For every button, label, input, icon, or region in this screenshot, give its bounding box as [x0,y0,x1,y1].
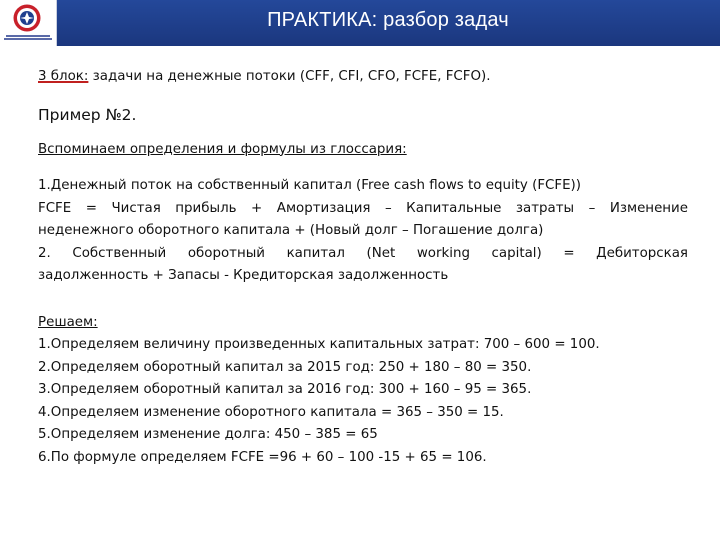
example-title: Пример №2. [38,105,137,124]
solution-heading: Решаем: [38,314,98,330]
slide-title: ПРАКТИКА: разбор задач [267,9,509,31]
block-label: 3 блок: [38,69,89,84]
solution-step: 2.Определяем оборотный капитал за 2015 год: 250 + 180 – 80 = 350. [38,359,532,375]
slide-header [0,0,720,46]
definition-line: FCFE = Чистая прибыль + Амортизация – Капитальные затраты – Изменение [38,200,688,216]
emblem-icon [12,3,42,33]
solution-step: 6.По формуле определяем FCFE =96 + 60 – 100 -15 + 65 = 106. [38,449,487,465]
solution [38,312,688,470]
solution-step: 3.Определяем оборотный капитал за 2016 год: 300 + 160 – 95 = 365. [38,382,532,397]
logo-caption [2,34,54,42]
block-text: задачи на денежные потоки (CFF, CFI, CFO, FCFE, FCFO). [88,69,491,84]
university-logo [0,0,57,46]
recall-heading: Вспоминаем определения и формулы из глоссария: [38,141,407,157]
solution-step: 5.Определяем изменение долга: 450 – 385 = 65 [38,427,378,442]
solution-step: 4.Определяем изменение оборотного капитала = 365 – 350 = 15. [38,404,504,420]
block-line [38,66,688,89]
definition-line: 1.Денежный поток на собственный капитал (Free cash flows to equity (FCFE)) [38,178,581,193]
definition-line: задолженность + Запасы - Кредиторская задолженность [38,268,449,283]
definitions [38,175,688,288]
definition-line: неденежного оборотного капитала + (Новый долг – Погашение долга) [38,223,544,238]
definition-line: 2. Собственный оборотный капитал (Net working capital) = Дебиторская [38,245,688,261]
slide-content [38,66,688,469]
solution-step: 1.Определяем величину произведенных капитальных затрат: 700 – 600 = 100. [38,337,600,352]
